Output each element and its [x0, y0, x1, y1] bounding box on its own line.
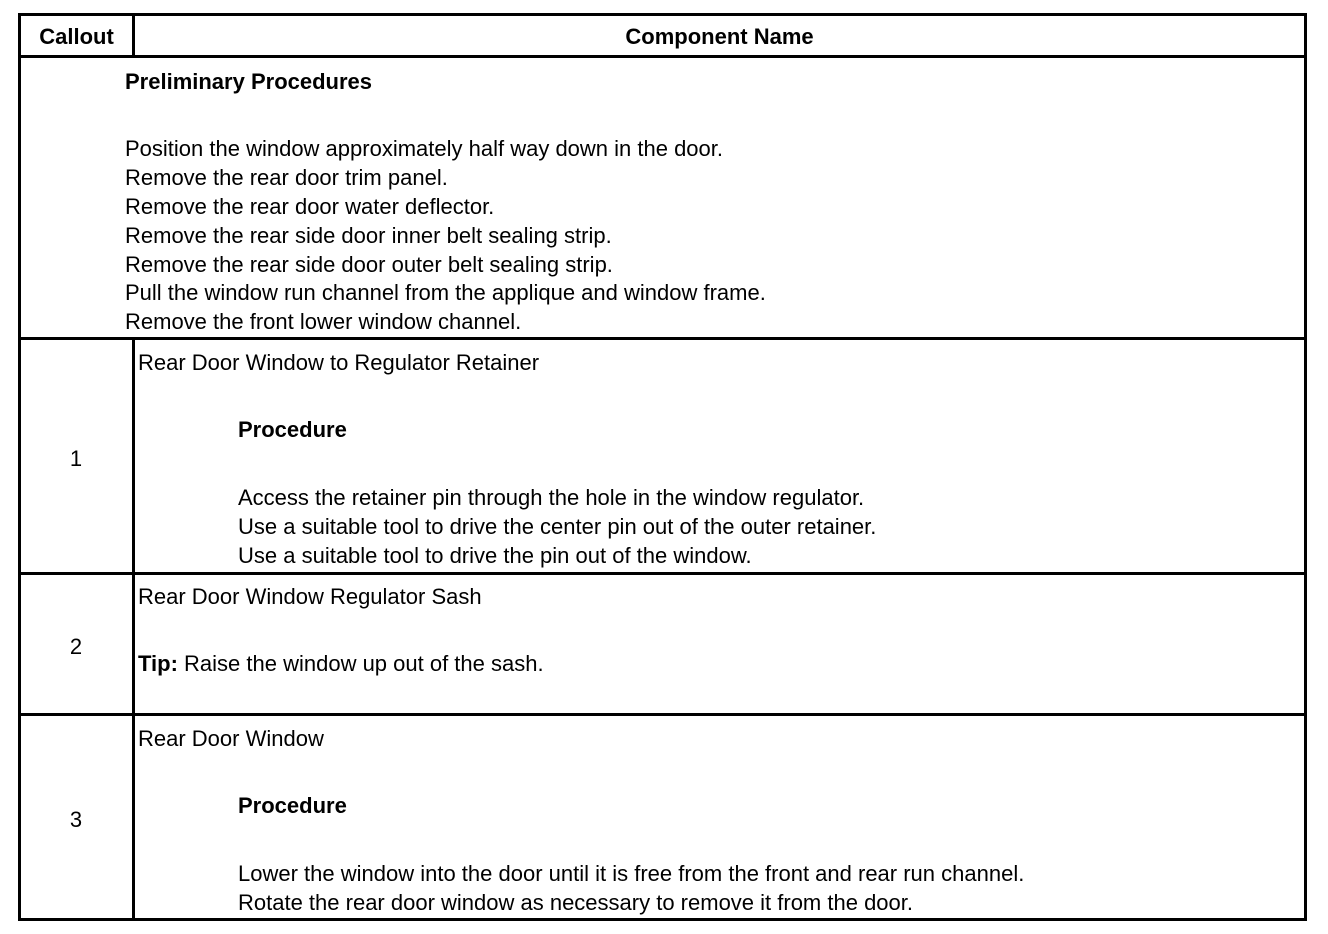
tip-label: Tip: — [138, 651, 178, 676]
component-name-1: Rear Door Window to Regulator Retainer — [138, 350, 540, 375]
preliminary-step: Position the window approximately half way down in the door. — [125, 136, 724, 161]
procedure-step: Use a suitable tool to drive the center pin out of the outer retainer. — [238, 514, 877, 539]
callout-number-2: 2 — [69, 634, 83, 659]
tip-body: Raise the window up out of the sash. — [177, 651, 544, 676]
preliminary-step: Remove the rear door trim panel. — [125, 165, 448, 190]
header-divider — [21, 55, 1304, 58]
procedure-label-3: Procedure — [238, 793, 347, 818]
preliminary-step: Remove the rear side door outer belt sealing strip. — [125, 252, 613, 277]
row-2-column-divider — [132, 575, 135, 715]
procedure-table — [18, 13, 1307, 921]
row-divider — [21, 337, 1304, 340]
row-divider — [21, 713, 1304, 716]
component-name-3: Rear Door Window — [138, 726, 324, 751]
row-1-column-divider — [132, 340, 135, 574]
preliminary-step: Remove the rear side door inner belt sealing strip. — [125, 223, 612, 248]
preliminary-step: Remove the front lower window channel. — [125, 309, 522, 334]
procedure-label-1: Procedure — [238, 417, 347, 442]
row-3-column-divider — [132, 716, 135, 921]
procedure-step: Access the retainer pin through the hole in the window regulator. — [238, 485, 865, 510]
header-column-divider — [132, 16, 135, 58]
tip-text — [138, 649, 544, 678]
preliminary-step: Pull the window run channel from the applique and window frame. — [125, 280, 766, 305]
component-name-2: Rear Door Window Regulator Sash — [138, 584, 482, 609]
procedure-step: Use a suitable tool to drive the pin out of the window. — [238, 543, 752, 568]
callout-column-header: Callout — [39, 24, 114, 49]
preliminary-step: Remove the rear door water deflector. — [125, 194, 495, 219]
callout-number-3: 3 — [69, 807, 83, 832]
component-name-column-header: Component Name — [625, 24, 814, 49]
procedure-step: Rotate the rear door window as necessary to remove it from the door. — [238, 890, 913, 915]
row-divider — [21, 572, 1304, 575]
callout-number-1: 1 — [69, 446, 83, 471]
procedure-step: Lower the window into the door until it is free from the front and rear run channel. — [238, 861, 1025, 886]
preliminary-title: Preliminary Procedures — [125, 69, 373, 94]
